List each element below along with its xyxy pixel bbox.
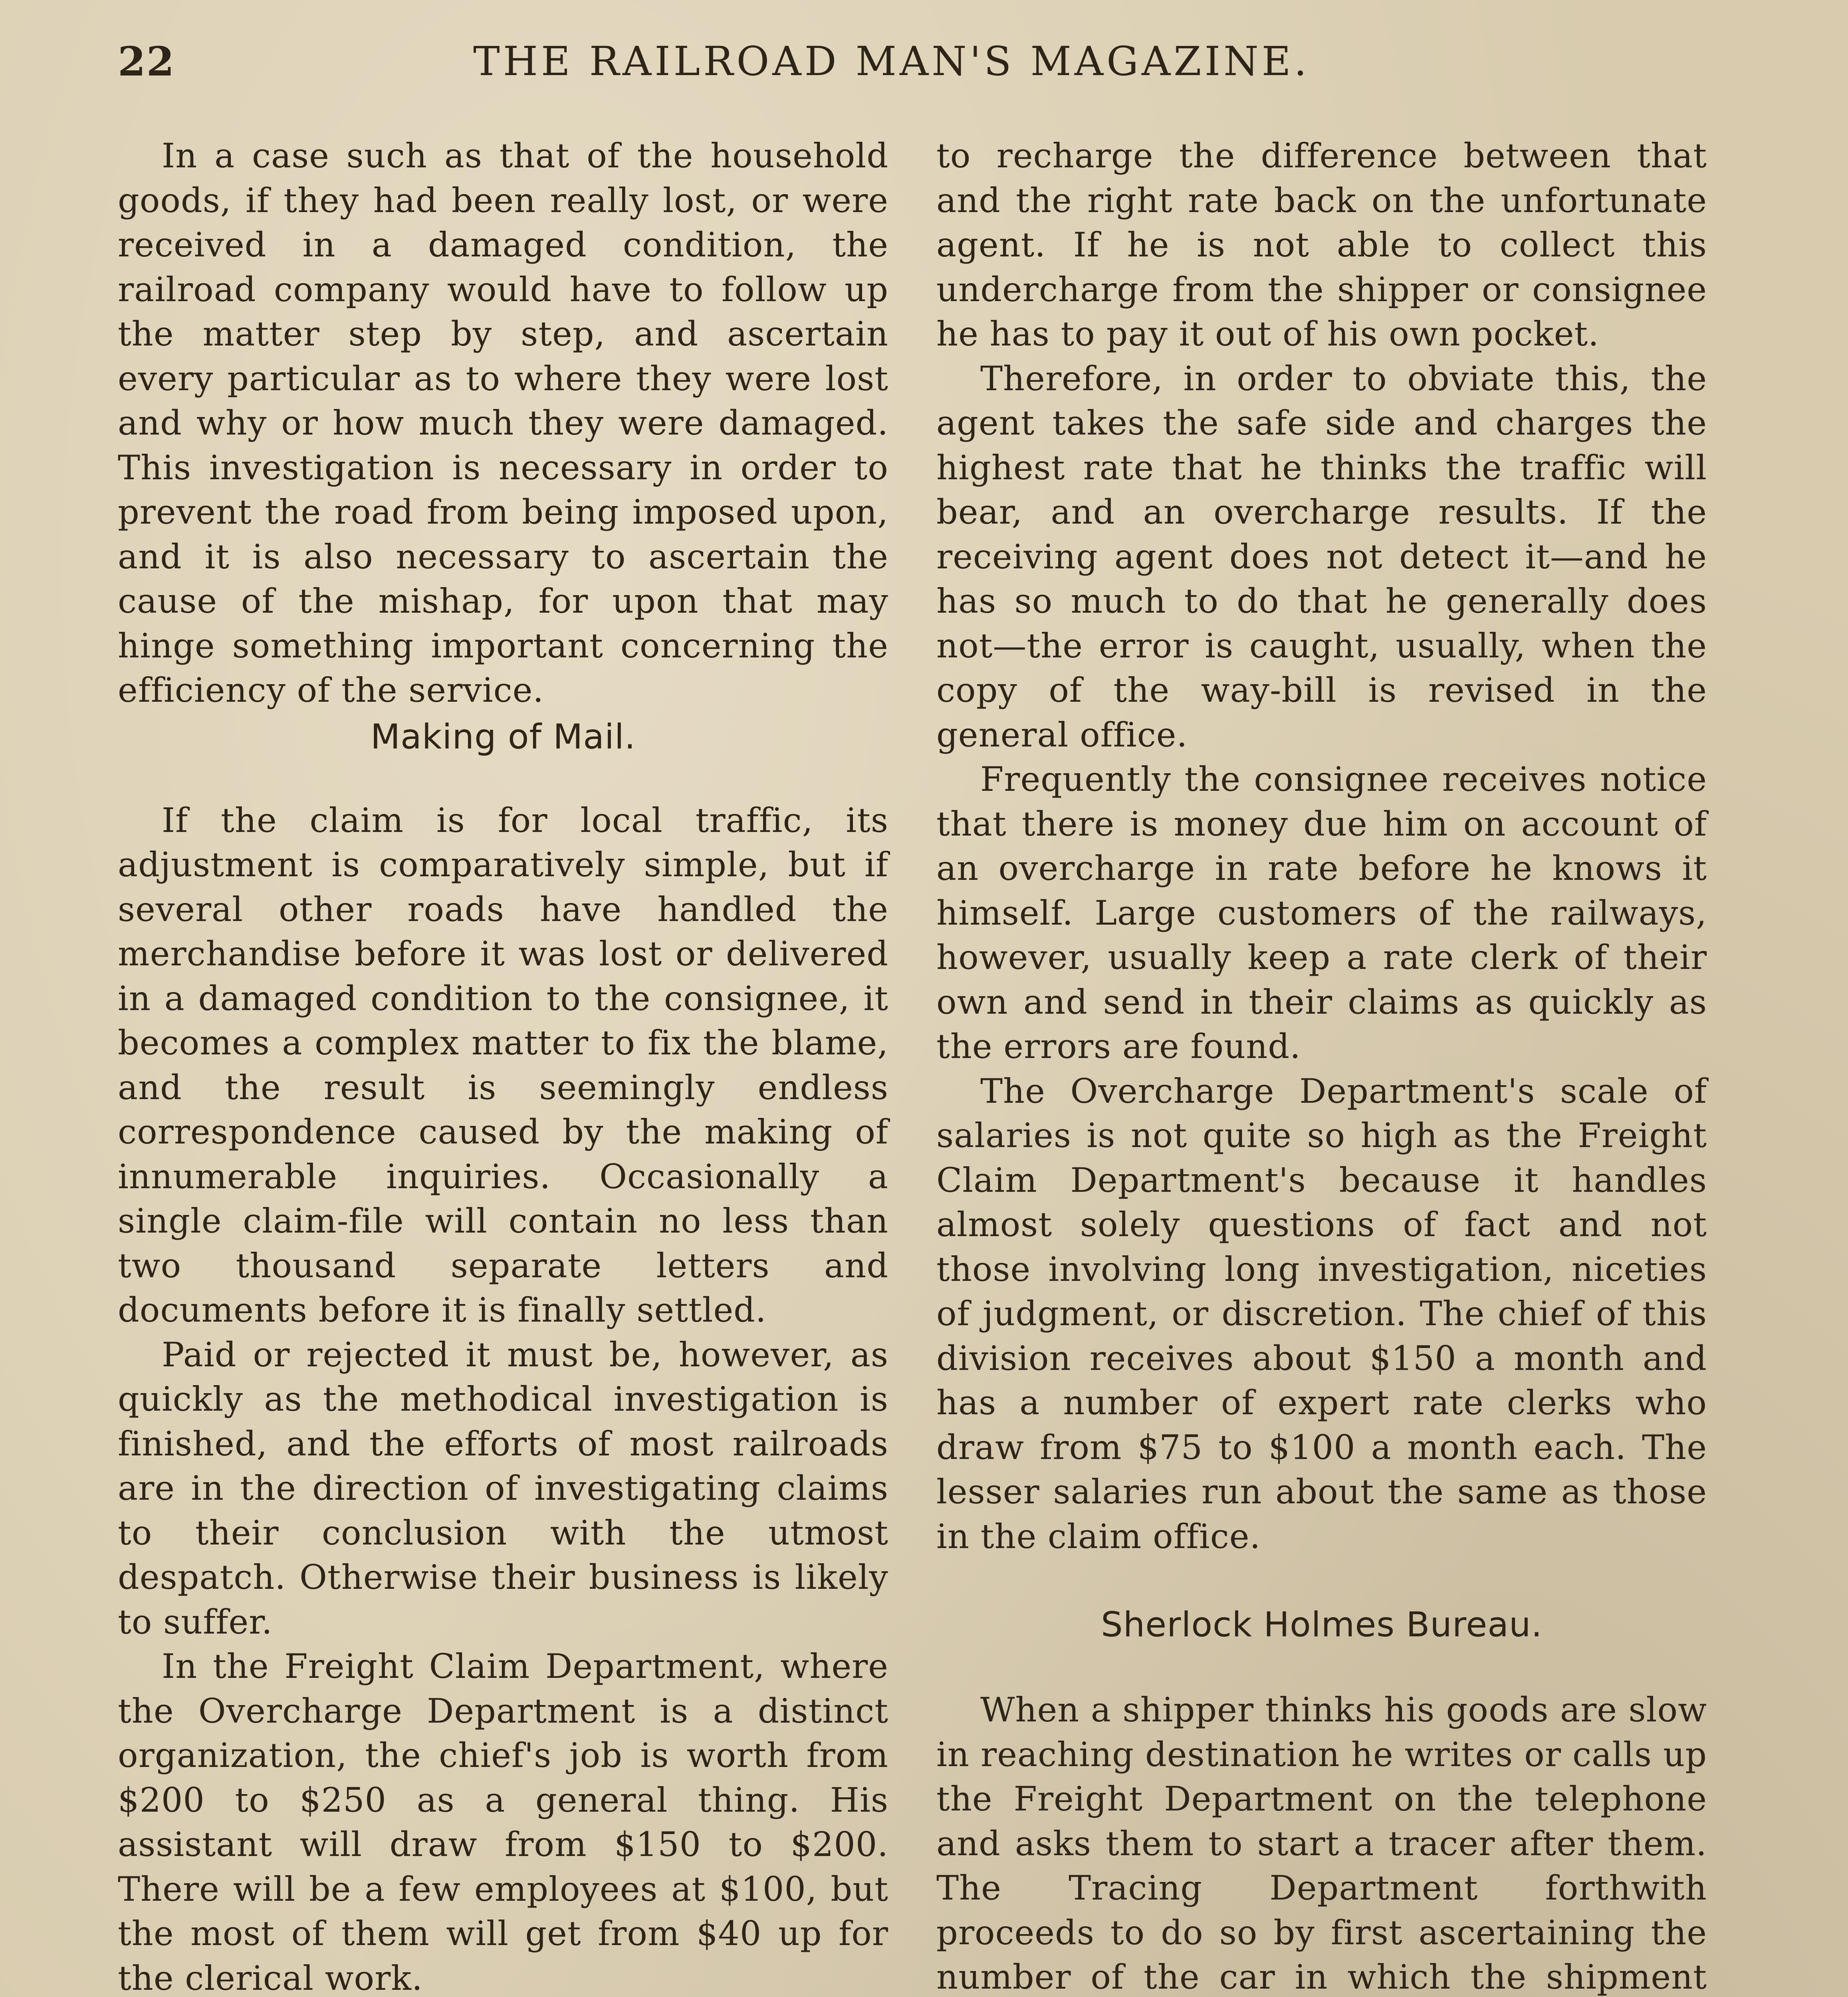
- paragraph: In the Freight Claim Department, where the Overcharge Department is a distinct organization, the chief's job is worth from $200 to $250 as a general thing. His assistant will draw from $150 to $200. There will be a few employees at $100, but the most of them will get from $40 up for the clerical work.: [118, 1647, 888, 1997]
- page-header: [118, 38, 1704, 94]
- page-number: 22: [118, 38, 175, 85]
- paragraph: The Overcharge Department's scale of salaries is not quite so high as the Freight Claim Department's because it handles almost solely questions of fact and not those involving long investigation, niceties of judgment, or discretion. The chief of this division receives about $150 a month and has a number of expert rate clerks who draw from $75 to $100 a month each. The lesser salaries run about the same as those in the claim office.: [936, 1071, 1707, 1556]
- paragraph: If the claim is for local traffic, its adjustment is comparatively simple, but if several other roads have handled the merchandise before it was lost or delivered in a damaged condition to the consignee, it becomes a complex matter to fix the blame, and the result is seemingly endless correspondence caused by the making of innumerable inquiries. Occasionally a single claim-file will contain no less than two thousand separate letters and documents before it is finally settled.: [118, 800, 888, 1330]
- paragraph: Frequently the consignee receives notice that there is money due him on account of an overcharge in rate before he knows it himself. Large customers of the railways, however, usually keep a rate clerk of their own and send in their claims as quickly as the errors are found.: [936, 760, 1707, 1066]
- right-column: [936, 134, 1707, 1997]
- paragraph: In a case such as that of the household goods, if they had been really lost, or were received in a damaged condition, the railroad company would have to follow up the matter step by step, and ascertain every particular as to where they were lost and why or how much they were damaged. This investigation is necessary in order to prevent the road from being imposed upon, and it is also necessary to ascertain the cause of the mishap, for upon that may hinge something important concerning the efficiency of the service.: [118, 136, 888, 710]
- paragraph: Paid or rejected it must be, however, as quickly as the methodical investigation is finished, and the efforts of most railroads are in the direction of investigating claims to their conclusion with the utmost despatch. Otherwise their business is likely to suffer.: [118, 1335, 888, 1642]
- paragraph: to recharge the difference between that and the right rate back on the unfortunate agent. If he is not able to collect this undercharge from the shipper or consignee he has to pay it out of his own pocket.: [936, 136, 1707, 353]
- running-head: THE RAILROAD MAN'S MAGAZINE.: [473, 38, 1310, 85]
- section-heading: Making of Mail.: [370, 717, 636, 757]
- section-heading: Sherlock Holmes Bureau.: [1101, 1605, 1543, 1645]
- paragraph: Therefore, in order to obviate this, the agent takes the safe side and charges the highest rate that he thinks the traffic will bear, and an overcharge results. If the receiving agent does not detect it—and he has so much to do that he generally does not—the error is caught, usually, when the copy of the way-bill is revised in the general office.: [936, 359, 1707, 754]
- left-column: [118, 134, 888, 1997]
- paragraph: When a shipper thinks his goods are slow in reaching destination he writes or calls up the Freight Department on the telephone and asks them to start a tracer after them. The Tracing Department forthwith proceeds to do so by first ascertaining the number of the car in which the shipment: [936, 1690, 1707, 1997]
